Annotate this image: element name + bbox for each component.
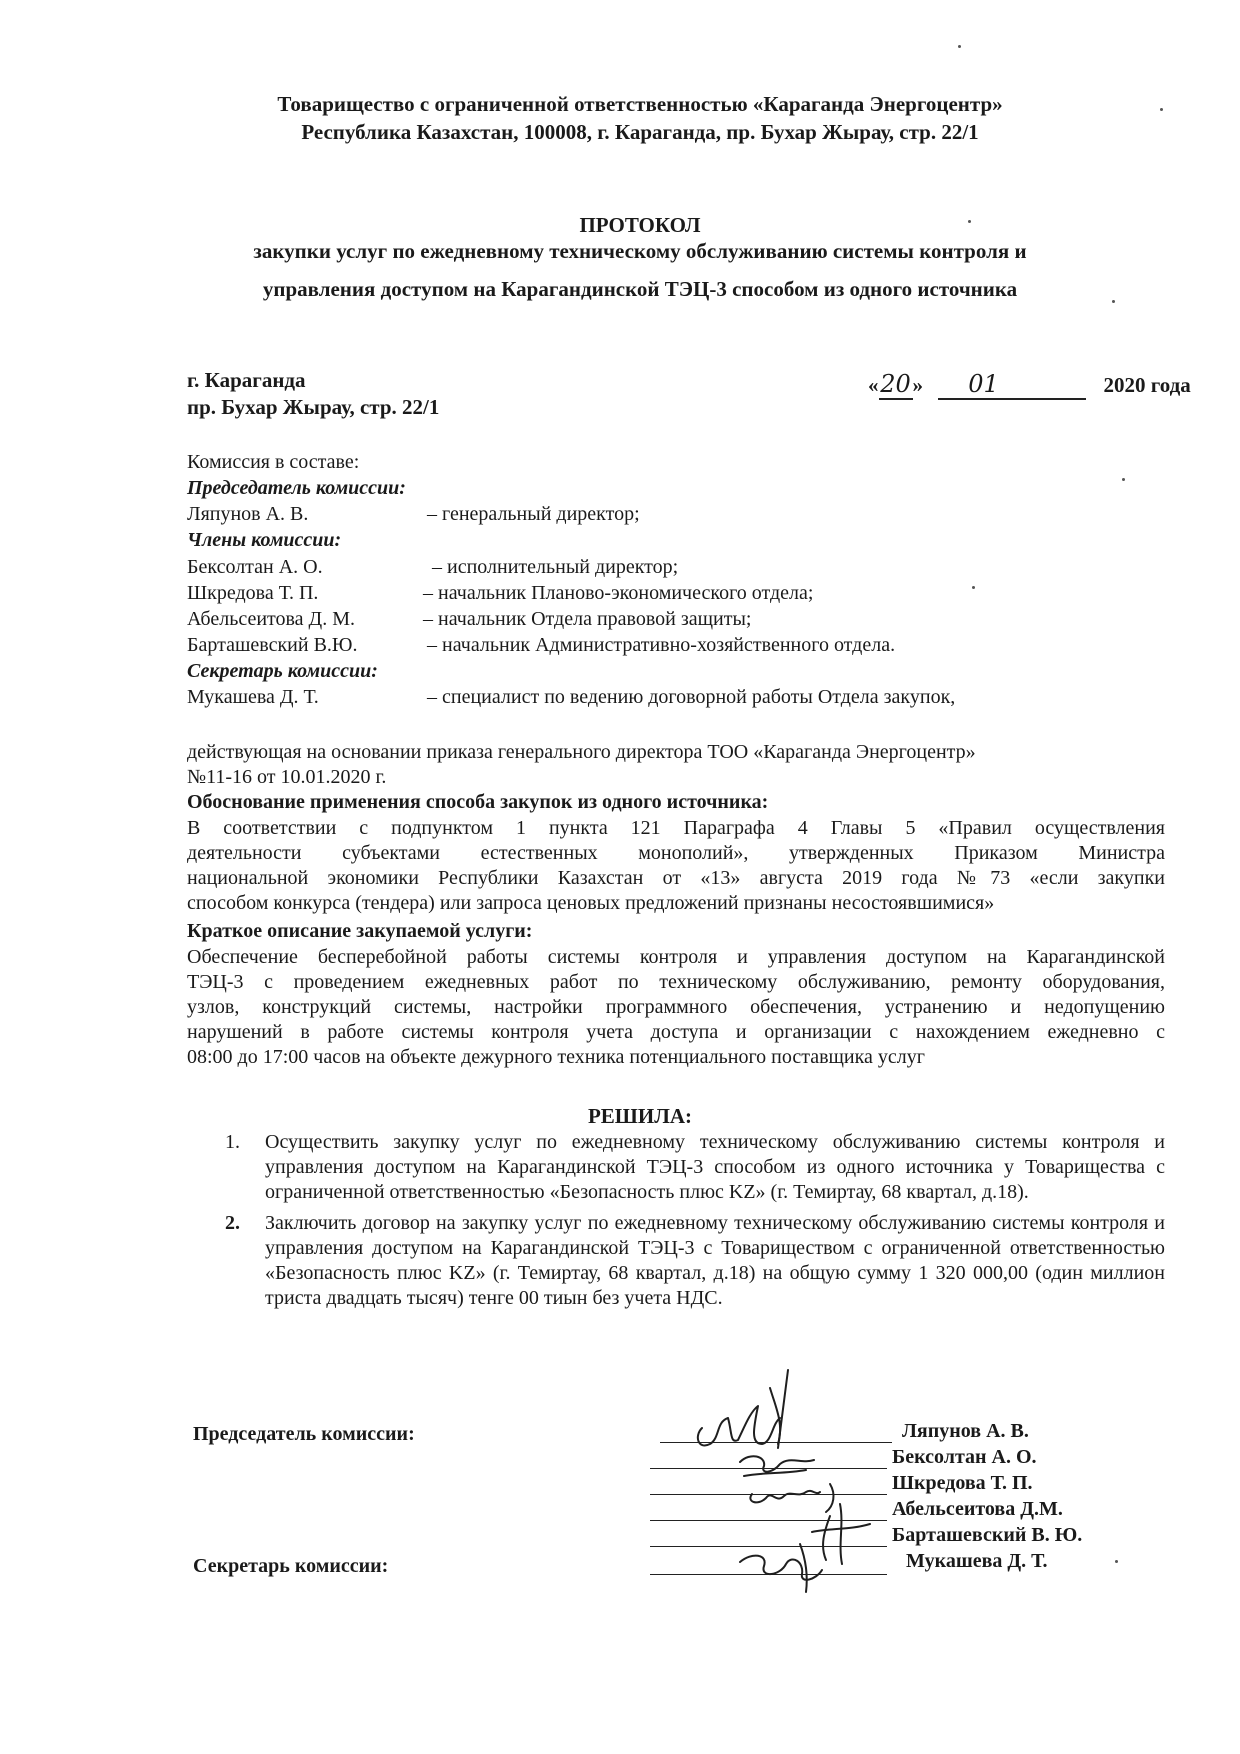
member-name: Бексолтан А. О. xyxy=(187,556,323,578)
decision-item xyxy=(225,1211,1165,1311)
signature-chair-label: Председатель комиссии: xyxy=(193,1423,415,1445)
signature-stroke xyxy=(750,1491,820,1503)
signature-stroke xyxy=(778,1370,788,1448)
handwritten-signatures xyxy=(680,1348,940,1598)
justification-line: способом конкурса (тендера) или запроса ценовых предложений признаны несостоявшимися» xyxy=(187,892,995,914)
justification-paragraph xyxy=(187,817,1165,917)
basis-paragraph xyxy=(187,741,1165,791)
member-position: – начальник Отдела правовой защиты; xyxy=(423,608,752,630)
scan-speck xyxy=(972,586,975,589)
date-open-quote: « xyxy=(868,373,879,397)
scan-speck xyxy=(1160,108,1163,111)
scan-speck xyxy=(1115,1560,1118,1563)
chair-label: Председатель комиссии: xyxy=(187,477,406,499)
secretary-name: Мукашева Д. Т. xyxy=(187,686,319,708)
document-subtitle-line1: закупки услуг по ежедневному техническому обслуживанию системы контроля и xyxy=(253,239,1027,263)
document-subtitle-line2: управления доступом на Карагандинской ТЭЦ-3 способом из одного источника xyxy=(262,277,1018,301)
date-day: 20 xyxy=(880,370,911,398)
scan-speck xyxy=(958,45,961,48)
commission-intro: Комиссия в составе: xyxy=(187,451,360,473)
justification-heading: Обоснование применения способа закупок из одного источника: xyxy=(187,791,769,813)
signature-stroke xyxy=(740,1456,814,1472)
signatory-name: Бексолтан А. О. xyxy=(892,1446,1037,1468)
date-month: 01 xyxy=(938,370,1086,400)
signature-secretary-label: Секретарь комиссии: xyxy=(193,1555,389,1577)
decision-item xyxy=(225,1130,1165,1205)
signature-stroke xyxy=(840,1504,842,1564)
decision-item-number: 2. xyxy=(225,1212,240,1234)
secretary-position: – специалист по ведению договорной работы Отдела закупок, xyxy=(427,686,956,708)
description-heading: Краткое описание закупаемой услуги: xyxy=(187,920,533,942)
description-line: ТЭЦ-3 с проведением ежедневных работ по техническому обслуживанию, ремонту оборудования, xyxy=(187,971,1165,993)
decision-list xyxy=(225,1130,1165,1317)
place-city: г. Караганда xyxy=(187,368,306,392)
document-date xyxy=(868,370,1191,400)
scan-speck xyxy=(968,220,971,223)
description-line: узлов, конструкций системы, настройки программного обеспечения, устранению и недопущению xyxy=(187,996,1165,1018)
description-line: 08:00 до 17:00 часов на объекте дежурного техника потенциального поставщика услуг xyxy=(187,1046,925,1068)
date-year: 2020 года xyxy=(1103,373,1191,397)
justification-line: В соответствии с подпунктом 1 пункта 121 Параграфа 4 Главы 5 «Правил осуществления xyxy=(187,817,1165,839)
decision-item-text: Осуществить закупку услуг по ежедневному техническому обслуживанию системы контроля и управления доступом на Карагандинской ТЭЦ-3 способом из одного источника у Товарищества с ограниченной ответственностью «Безопасность плюс KZ» (г. Темиртау, 68 квартал, д.18). xyxy=(265,1131,1165,1203)
signature-stroke xyxy=(744,1470,806,1476)
signature-stroke xyxy=(823,1516,830,1560)
signature-stroke xyxy=(740,1556,822,1580)
member-name: Абельсеитова Д. М. xyxy=(187,608,355,630)
signatory-name: Абельсеитова Д.М. xyxy=(892,1498,1063,1520)
description-paragraph xyxy=(187,946,1165,1071)
member-position: – начальник Административно-хозяйственного отдела. xyxy=(427,634,896,656)
decision-heading: РЕШИЛА: xyxy=(587,1104,693,1128)
signatory-name: Барташевский В. Ю. xyxy=(892,1524,1083,1546)
document-title: ПРОТОКОЛ xyxy=(579,213,701,237)
description-line: нарушений в работе системы контроля учета доступа и организации с нахождением ежедневно с xyxy=(187,1021,1165,1043)
scan-speck xyxy=(1112,300,1115,303)
secretary-label: Секретарь комиссии: xyxy=(187,660,378,682)
basis-line: действующая на основании приказа генерального директора ТОО «Караганда Энергоцентр» xyxy=(187,741,976,763)
chair-position: – генеральный директор; xyxy=(427,503,640,525)
signatory-name: Ляпунов А. В. xyxy=(902,1420,1029,1442)
signatory-name: Мукашева Д. Т. xyxy=(906,1550,1048,1572)
justification-line: деятельности субъектами естественных монополий», утвержденных Приказом Министра xyxy=(187,842,1165,864)
justification-line: национальной экономики Республики Казахстан от «13» августа 2019 года №73 «если закупки xyxy=(187,867,1165,889)
date-close-quote: » xyxy=(912,373,923,397)
signature-stroke xyxy=(698,1406,780,1445)
organization-name: Товарищество с ограниченной ответственностью «Караганда Энергоцентр» xyxy=(277,92,1003,116)
member-name: Барташевский В.Ю. xyxy=(187,634,358,656)
scan-speck xyxy=(1122,478,1125,481)
organization-address: Республика Казахстан, 100008, г. Караганда, пр. Бухар Жырау, стр. 22/1 xyxy=(301,120,979,144)
member-position: – начальник Планово-экономического отдела; xyxy=(423,582,814,604)
member-name: Шкредова Т. П. xyxy=(187,582,319,604)
decision-item-text: Заключить договор на закупку услуг по ежедневному техническому обслуживанию системы контроля и управления доступом на Карагандинской ТЭЦ-3 с Товариществом с ограниченной ответственностью «Безопасность плюс KZ» (г. Темиртау, 68 квартал, д.18) на общую сумму 1 320 000,00 (один миллион триста двадцать тысяч) тенге 00 тиын без учета НДС. xyxy=(265,1212,1165,1309)
basis-line: №11-16 от 10.01.2020 г. xyxy=(187,766,387,788)
signatory-name: Шкредова Т. П. xyxy=(892,1472,1033,1494)
chair-name: Ляпунов А. В. xyxy=(187,503,309,525)
member-position: – исполнительный директор; xyxy=(432,556,679,578)
place-address: пр. Бухар Жырау, стр. 22/1 xyxy=(187,395,440,419)
members-label: Члены комиссии: xyxy=(187,529,342,551)
signature-stroke xyxy=(826,1484,833,1512)
description-line: Обеспечение бесперебойной работы системы контроля и управления доступом на Карагандинской xyxy=(187,946,1165,968)
decision-item-number: 1. xyxy=(225,1131,240,1153)
